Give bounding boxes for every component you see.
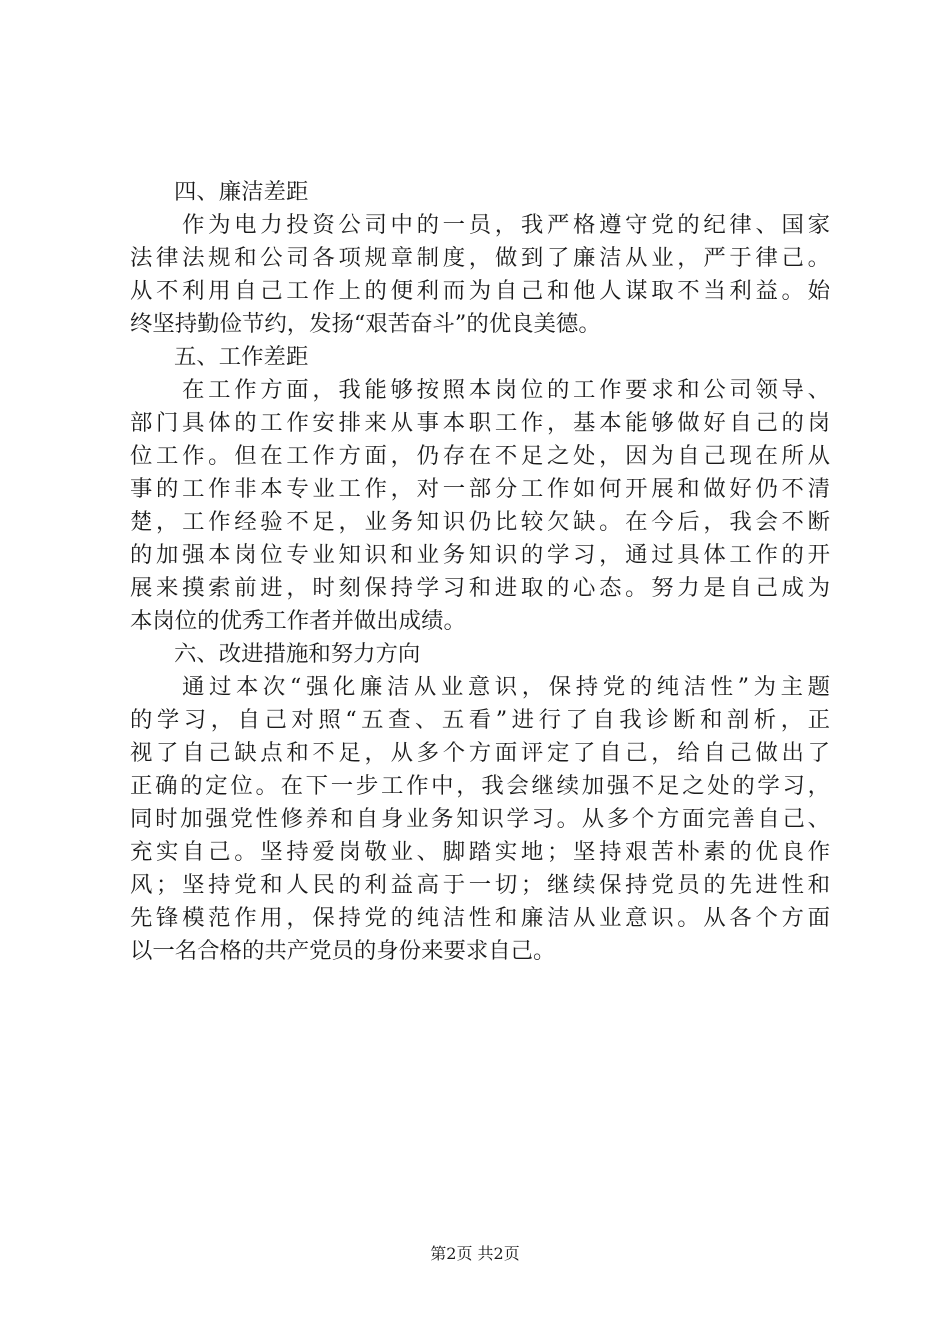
paragraph-line: 同时加强党性修养和自身业务知识学习。从多个方面完善自己、 [130,806,830,832]
paragraph-line: 通过本次“强化廉洁从业意识，保持党的纯洁性”为主题 [182,674,830,700]
paragraph-line: 正确的定位。在下一步工作中，我会继续加强不足之处的学习， [130,773,830,799]
page-footer: 第2页 共2页 [430,1244,520,1263]
paragraph-line: 以一名合格的共产党员的身份来要求自己。 [130,938,556,964]
paragraph-line: 先锋模范作用，保持党的纯洁性和廉洁从业意识。从各个方面 [130,905,830,931]
paragraph-line: 终坚持勤俭节约，发扬“艰苦奋斗”的优良美德。 [130,311,601,337]
paragraph-line: 从不利用自己工作上的便利而为自己和他人谋取不当利益。始 [130,278,830,304]
paragraph-line: 风；坚持党和人民的利益高于一切；继续保持党员的先进性和 [130,872,830,898]
paragraph-line: 部门具体的工作安排来从事本职工作，基本能够做好自己的岗 [130,410,830,436]
paragraph-line: 事的工作非本专业工作，对一部分工作如何开展和做好仍不清 [130,476,830,502]
document-body [130,176,830,968]
paragraph-line: 的学习，自己对照“五查、五看”进行了自我诊断和剖析，正 [130,707,830,733]
paragraph-line: 楚，工作经验不足，业务知识仍比较欠缺。在今后，我会不断 [130,509,830,535]
paragraph-line: 视了自己缺点和不足，从多个方面评定了自己，给自己做出了 [130,740,830,766]
paragraph-line: 作为电力投资公司中的一员，我严格遵守党的纪律、国家 [182,212,830,238]
paragraph-line: 的加强本岗位专业知识和业务知识的学习，通过具体工作的开 [130,542,830,568]
paragraph-line: 充实自己。坚持爱岗敬业、脚踏实地；坚持艰苦朴素的优良作 [130,839,830,865]
paragraph-line: 在工作方面，我能够按照本岗位的工作要求和公司领导、 [182,377,830,403]
paragraph-line: 展来摸索前进，时刻保持学习和进取的心态。努力是自己成为 [130,575,830,601]
section-heading: 五、工作差距 [174,344,309,370]
paragraph-line: 本岗位的优秀工作者并做出成绩。 [130,608,466,634]
paragraph-line: 位工作。但在工作方面，仍存在不足之处，因为自己现在所从 [130,443,830,469]
section-heading: 六、改进措施和努力方向 [174,641,421,667]
section-heading: 四、廉洁差距 [174,179,309,205]
paragraph-line: 法律法规和公司各项规章制度，做到了廉洁从业，严于律己。 [130,245,830,271]
